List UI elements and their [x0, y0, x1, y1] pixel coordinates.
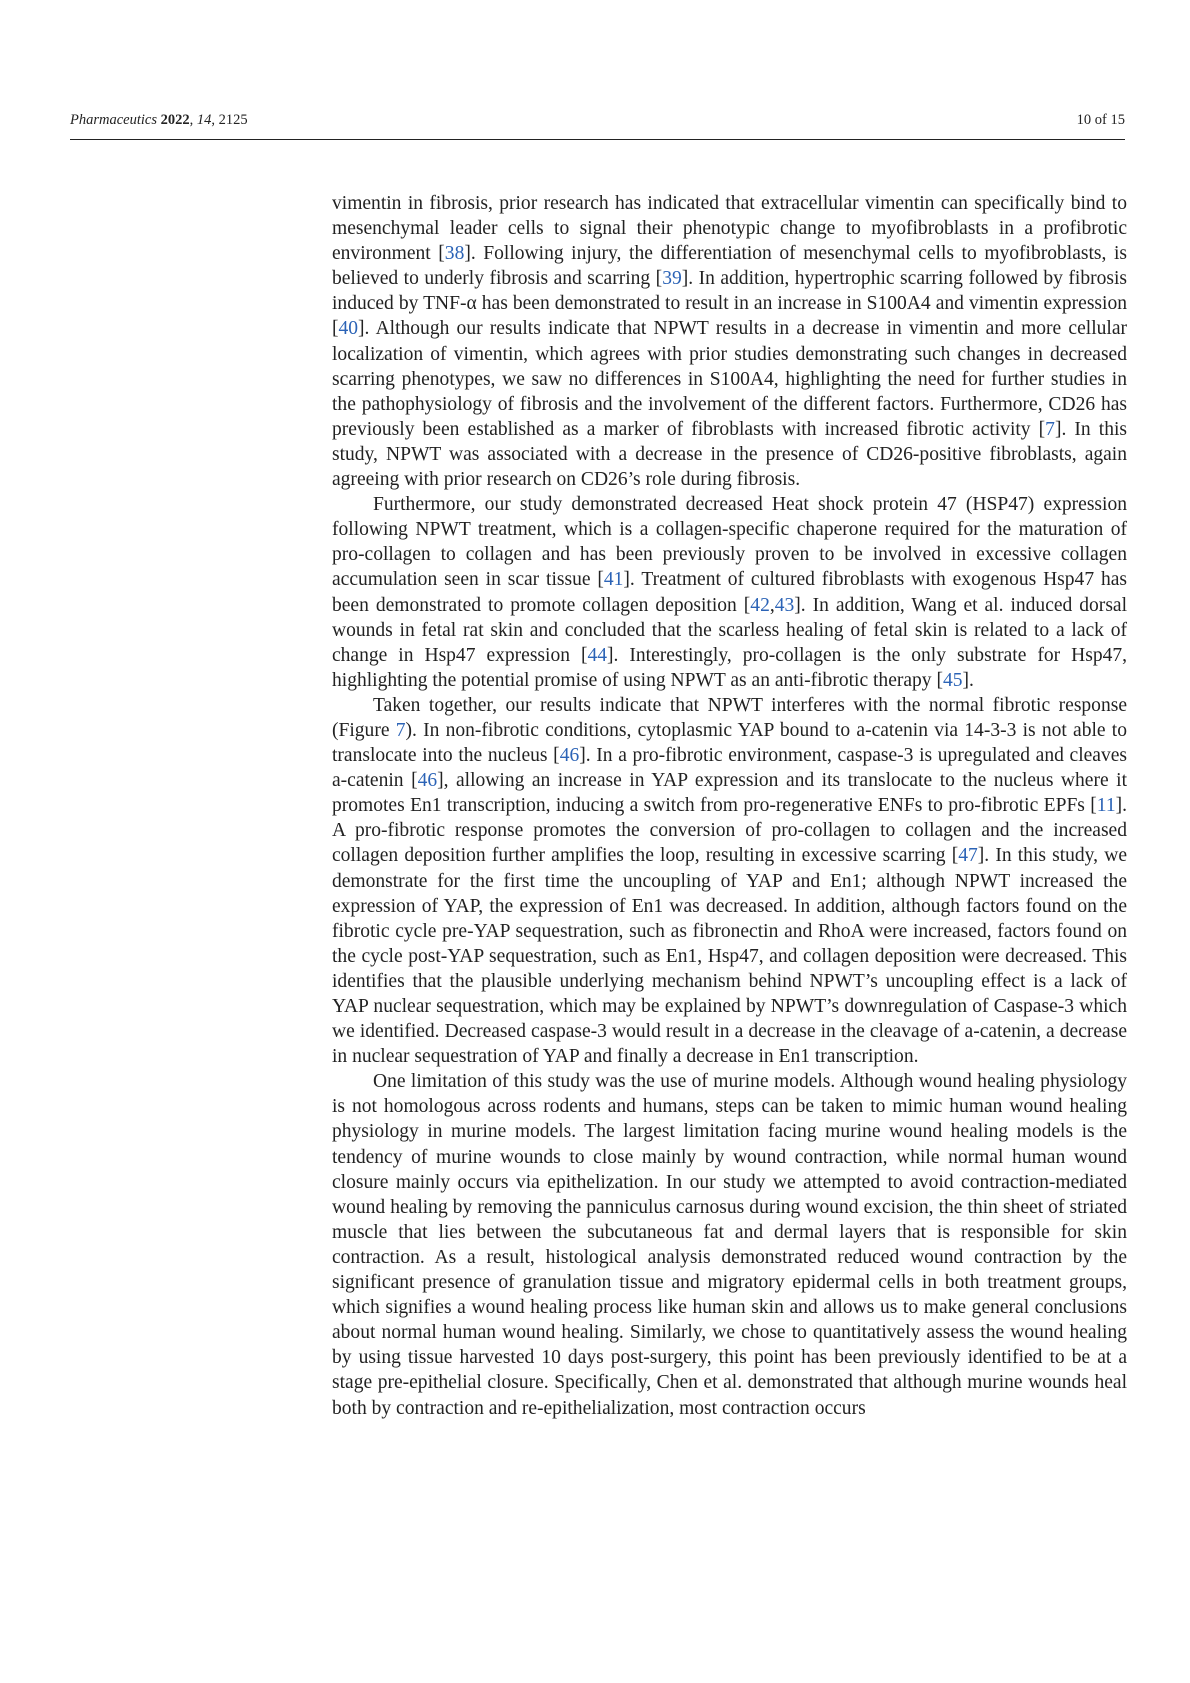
paragraph-text: ], allowing an increase in YAP expression and its translocate to the nucleus where it promotes En1 transcription, inducing a switch from pro-regenerative ENFs to pro-fibrotic EPFs [ — [332, 770, 1127, 817]
header-rule — [70, 139, 1125, 140]
paragraph — [332, 693, 1127, 1069]
article-number: 2125 — [218, 112, 248, 128]
paragraph-text: Furthermore, our study demonstrated decreased Heat shock protein 47 (HSP47) expression following NPWT treatment, which is a collagen-specific chaperone required for the maturation of pro-collagen to collagen and has been previously proven to be involved in excessive collagen accumulation seen in scar tissue [ — [332, 494, 1127, 591]
journal-volume: 14 — [196, 112, 212, 128]
citation-link[interactable]: 46 — [559, 745, 580, 767]
citation-link[interactable]: 38 — [444, 243, 465, 265]
paragraph-text: ]. In addition, Wang et al. induced dorsal wounds in fetal rat skin and concluded that the scarless healing of fetal skin is related to a lack of change in Hsp47 expression [ — [332, 594, 1128, 666]
journal-name: Pharmaceutics — [70, 112, 157, 128]
paragraph-text: ]. — [962, 669, 974, 691]
paragraph-text: ]. In this study, we demonstrate for the first time the uncoupling of YAP and En1; although NPWT increased the expression of YAP, the expression of En1 was decreased. In addition, although factors found on the fibrotic cycle pre-YAP sequestration, such as fibronectin and RhoA were increased, factors found on the cycle post-YAP sequestration, such as En1, Hsp47, and collagen deposition were decreased. This identifies that the plausible underlying mechanism behind NPWT’s uncoupling effect is a lack of YAP nuclear sequestration, which may be explained by NPWT’s downregulation of Caspase-3 which we identified. Decreased caspase-3 would result in a decrease in the cleavage of a-catenin, a decrease in nuclear sequestration of YAP and finally a decrease in En1 transcription. — [332, 845, 1128, 1068]
citation-link[interactable]: 42 — [750, 594, 770, 616]
paragraph-text: Taken together, our results indicate that NPWT interferes with the normal fibrotic response (Figure — [332, 694, 1127, 741]
paragraph-text: ]. Following injury, the differentiation of mesenchymal cells to myofibroblasts, is believed to underly fibrosis and scarring [ — [332, 243, 1127, 290]
citation-link[interactable]: 44 — [587, 644, 608, 666]
paragraph — [332, 492, 1127, 693]
page-number: 10 of 15 — [1076, 112, 1125, 128]
paragraph-text: ]. A pro-fibrotic response promotes the conversion of pro-collagen to collagen and the increased collagen deposition further amplifies the loop, resulting in excessive scarring [ — [332, 795, 1127, 867]
citation-link[interactable]: 40 — [338, 318, 359, 340]
citation-link[interactable]: 41 — [603, 569, 624, 591]
citation-link[interactable]: 7 — [1045, 418, 1055, 440]
paragraph-text: ). In non-fibrotic conditions, cytoplasmic YAP bound to a-catenin via 14-3-3 is not able to translocate into the nucleus [ — [332, 719, 1127, 767]
paragraph-text: ]. In a pro-fibrotic environment, caspase-3 is upregulated and cleaves a-catenin [ — [332, 745, 1127, 792]
citation-link[interactable]: 7 — [395, 719, 406, 741]
body-text — [332, 191, 1127, 1421]
citation-link[interactable]: 11 — [1096, 795, 1116, 817]
citation-link[interactable]: 46 — [417, 770, 438, 792]
paragraph-text: ]. In this study, NPWT was associated with a decrease in the presence of CD26-positive fibroblasts, again agreeing with prior research on CD26’s role during fibrosis. — [332, 418, 1127, 491]
paragraph-text: ]. Interestingly, pro-collagen is the only substrate for Hsp47, highlighting the potential promise of using NPWT as an anti-fibrotic therapy [ — [332, 644, 1127, 691]
journal-year: 2022 — [160, 112, 190, 128]
paragraph-text: vimentin in fibrosis, prior research has indicated that extracellular vimentin can specifically bind to mesenchymal leader cells to signal their phenotypic change to myofibroblasts in a profibrotic environment [ — [332, 193, 1127, 265]
citation-link[interactable]: 47 — [958, 845, 978, 867]
running-header — [70, 110, 1125, 134]
paragraph-text: ]. In addition, hypertrophic scarring followed by fibrosis induced by TNF-α has been demonstrated to result in an increase in S100A4 and vimentin expression [ — [332, 268, 1127, 340]
citation-link[interactable]: 45 — [942, 669, 963, 691]
paragraph-text: ]. Treatment of cultured fibroblasts with exogenous Hsp47 has been demonstrated to promote collagen deposition [ — [332, 569, 1127, 616]
citation-link[interactable]: 39 — [662, 268, 682, 290]
paragraph-text: One limitation of this study was the use of murine models. Although wound healing physiology is not homologous across rodents and humans, steps can be taken to mimic human wound healing physiology in murine models. The largest limitation facing murine wound healing models is the tendency of murine wounds to close mainly by wound contraction, while normal human wound closure mainly occurs via epithelization. In our study we attempted to avoid contraction-mediated wound healing by removing the panniculus carnosus during wound excision, the thin sheet of striated muscle that lies between the subcutaneous fat and dermal layers that is responsible for skin contraction. As a result, histological analysis demonstrated reduced wound contraction by the significant presence of granulation tissue and migratory epidermal cells in both treatment groups, which signifies a wound healing process like human skin and allows us to make general conclusions about normal human wound healing. Similarly, we chose to quantitatively assess the wound healing by using tissue harvested 10 days post-surgery, this point has been previously identified to be at a stage pre-epithelial closure. Specifically, Chen et al. demonstrated that although murine wounds heal both by contraction and re-epithelialization, most contraction occurs — [332, 1071, 1127, 1419]
paragraph-text: , — [769, 594, 775, 616]
citation-link[interactable]: 43 — [774, 594, 795, 616]
journal-citation: Pharmaceutics 2022, 14, 2125 — [70, 112, 248, 128]
paragraph-text: ]. Although our results indicate that NPWT results in a decrease in vimentin and more cellular localization of vimentin, which agrees with prior studies demonstrating such changes in decreased scarring phenotypes, we saw no differences in S100A4, highlighting the need for further studies in the pathophysiology of fibrosis and the involvement of the different factors. Furthermore, CD26 has previously been established as a marker of fibroblasts with increased fibrotic activity [ — [332, 318, 1127, 440]
paragraph — [332, 191, 1127, 492]
paragraph — [332, 1069, 1127, 1420]
